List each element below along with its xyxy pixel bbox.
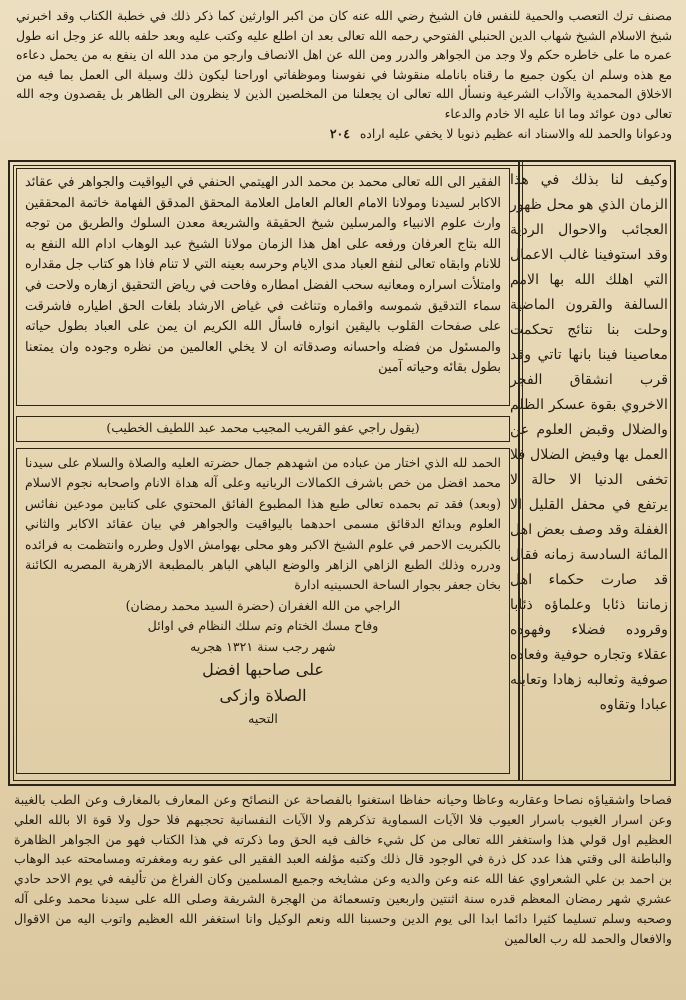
colophon-line-2: وفاح مسك الختام وتم سلك النظام في اوائل [147,618,379,634]
endorsement-text: الفقير الى الله تعالى محمد بن محمد الدر الهيتمي الحنفي في اليواقيت والجواهر في عقائد الاكابر لسيدنا ومولانا الامام العالم العامل العلامة المحقق المدقق الفهامة خاتمة المحققين وارث علوم الانبياء والمرسلين شيخ الحقيقة والشريعة معدن السلوك والطريق من توجه الله بتاج العرفان ورفعه على اهل هذا الزمان مولانا الشيخ عبد الوهاب ادام الله النفع به للانام وابقاه تعالى لنفع العباد مدى الايام وحرسه بعينه التي لا تنام فاذا هو كتاب جل مقداره وامتلأت اسراره ومعانيه سحب الفضل امطاره وفاحت في رياض التحقيق ازهاره ولاحت في سماء التدقيق شموسه واقماره وتناغت في غياض الارشاد بلغات الحق اطياره فاشرقت على صفحات القلوب باليقين انواره فاسأل الله الكريم ان يمن على العباد بطول حياته والمسئول من فضله واحسانه وصدقاته ان لا يخلي العالمين من نظره وجوده وان يمتعنا بطول بقائه وحياته آمين [25,175,501,376]
bordered-frame [8,160,676,786]
endorsement-box [16,168,510,406]
colophon-closing-2: الصلاة وازكى [219,686,307,706]
colophon-line-1: الراجي من الله الغفران (حضرة السيد محمد رمضان) [125,597,401,613]
top-text-block [16,6,672,164]
colophon-closing-3: التحيه [248,711,278,727]
column-divider [518,162,520,780]
colophon-box [16,448,510,774]
colophon-closing-1: على صاحبها افضل [202,660,324,680]
top-paragraph: مصنف ترك التعصب والحمية للنفس فان الشيخ رضي الله عنه كان من اكبر الوارثين كما ذكر ذلك في خطبة الكتاب وقد اخبرني شيخ الاسلام الشيخ شهاب الدين الحنبلي الفتوحي رحمه الله تعالى بعد ان اطلع عليه وكتب عليه وبعد حلفه بالله عز وجل انه طول عمره ما على خاطره حكم ولا وجد من الجواهر والدرر ومن الله عن اهل الانصاف وارجو من مدد الله ان ينفع به من يحمل دعاءه مع هذه وسلم ان يكون جميع ما رقناه بانامله منقوشا في نفوسنا وموظفاتي اوراحنا ليكون ذلك وسيلة الى العمل بما فيه من الاخلاق المحمدية والآداب الشرعية ونسأل الله تعالى ان يجعلنا من المخلصين الذين لا ينظرون الى الظاهر بل يقصدون وجه الله تعالى دون عوائد وما انا عليه الا خادم والدعاء [16,8,672,121]
side-column [510,168,668,774]
bottom-paragraph: فصاحا واشقياؤه نصاحا وعقاربه وعاظا وحيانه حفاظا استغنوا بالفصاحة عن النصائح وعن المعارف بالمغارف وعن الطب بالغيبة وعن اسرار الغيوب باسرار العيوب فلا الآيات السماوية تذكرهم ولا الآيات النفسانية تحجبهم فلا حول ولا قوة الا بالله العلي العظيم اول قولي هذا واستغفر الله تعالى من كل شيء خالف فيه الحق وما ذكرته في هذا الكتاب فهو من الجواهر الظاهرة والباطنة الى وقتي هذا عدد كل ذرة في الوجود قال ذلك وكتبه مؤلفه العبد الفقير الى عفو ربه ومغفرته ومسامحته عبد الوهاب بن احمد بن علي الشعراوي عفا الله عنه وعن والديه وعن مشايخه وجميع المسلمين وكان الفراغ من تأليفه في يوم الاحد حادي عشري شهر رمضان المعظم قدره سنة اثنتين واربعين وتسعمائة من الهجرة الشريفة وصلى الله على سيدنا محمد وعلى آله وصحبه وسلم تسليما كثيرا دائما ابدا الى يوم الدين وحسبنا الله ونعم الوكيل وانا استغفر الله العظيم واتوب اليه من الاقوال والافعال والحمد لله رب العالمين [14,792,672,946]
colophon-body: الحمد لله الذي اختار من عباده من اشهدهم جمال حضرته العليه والصلاة والسلام على سيدنا محمد افضل من خص باشرف الكمالات الربانيه وعلى آله هداة الانام واصحابه نجوم الاسلام (وبعد) فقد تم بحمده تعالى طبع هذا المطبوع الفائق المحتوي على كتابين مودعين نفائس العلوم وبدائع الدقائق مسمى احدهما باليواقيت والجواهر في بيان عقائد الاكابر والثاني بالكبريت الاحمر في علوم الشيخ الاكبر وهو محلى بهوامش الاول وطرره وانتظمت به فرائده ودرره وذلك الطبع الزاهي الزاهر والوضع الباهي الباهر بالمطبعة الازهرية المصريه الكائنة بخان جعفر بجوار الساحة الحسينيه ادارة [25,455,501,593]
top-tail-text: ودعوانا والحمد لله والاسناد انه عظيم ذنوبا لا يخفي عليه اراده [359,125,672,141]
page-number: ٢٠٤ [329,125,350,141]
main-column [16,168,510,774]
side-column-text: وكيف لنا بذلك في هذا الزمان الذي هو محل ظهور العجائب والاحوال الردية وقد استوفينا غالب الاعمال التي اهلك الله بها الامم السالفة والقرون الماضية وحلت بنا نتائج تحكمت معاصينا فينا بانها تاتي وقد قرب انشقاق الفجر الاخروي بقوة عسكر الظلم والضلال وقبض العلوم عن العمل بها وفيض الضلال فلا تخفى الدنيا الا حالة لا يرتفع في محفل القليل الا الغفلة وقد وصف بعض اهل المائة السادسة زمانه فقال قد صارت حكماء اهل زماننا ذئابا وعلماؤه ذئابا وقروده فضلاء وفهوده عقلاء وتجاره حوفية وفعاده صوفية وثعالبه زهادا وتعابنه عبادا وتقاوه [510,172,668,713]
signature-text: (يقول راجي عفو القريب المجيب محمد عبد اللطيف الخطيب) [106,420,420,435]
signature-box [16,416,510,442]
colophon-date: شهر رجب سنة ١٣٢١ هجريه [190,638,336,654]
bottom-text-block [14,790,672,996]
